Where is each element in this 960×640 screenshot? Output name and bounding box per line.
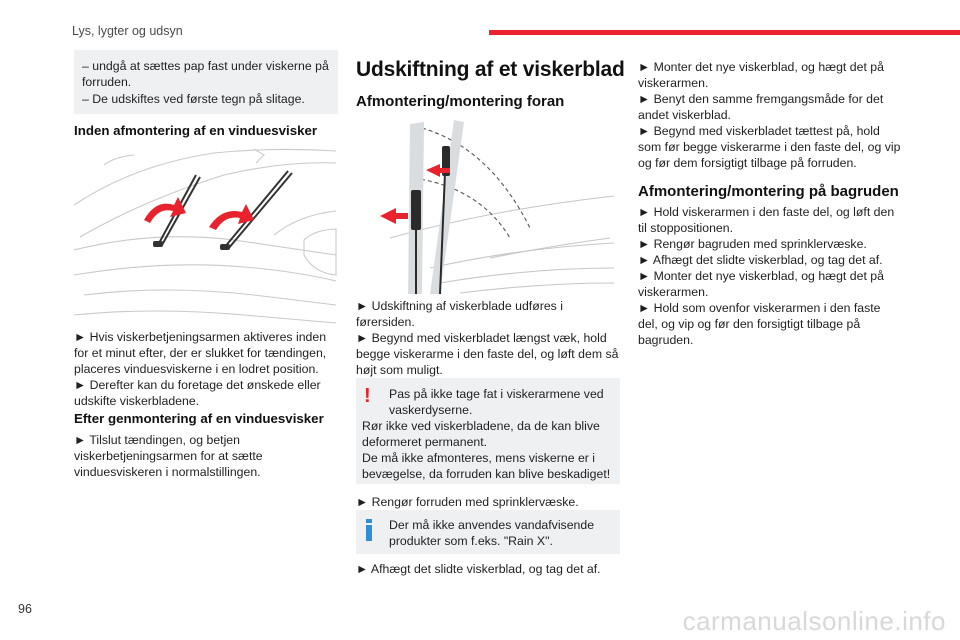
chapter-heading: Udskiftning af et viskerblad	[356, 58, 625, 81]
info-line: produkter som f.eks. "Rain X".	[389, 534, 553, 548]
paragraph-line: ► Tilslut tændingen, og betjen	[74, 433, 240, 447]
paragraph-line: placeres vinduesviskerne i en lodret position.	[74, 362, 319, 376]
paragraph-line: ► Derefter kan du foretage det ønskede eller	[74, 378, 321, 392]
paragraph-line: ► Hvis viskerbetjeningsarmen aktiveres inden	[74, 330, 327, 344]
paragraph-line: andet viskerblad.	[638, 108, 731, 122]
paragraph-line: ► Monter det nye viskerblad, og hægt det på	[638, 269, 884, 283]
paragraph-line: og før dem forsigtigt tilbage på forruden.	[638, 156, 857, 170]
paragraph-line: ► Hold viskerarmen i den faste del, og løft den	[638, 205, 895, 219]
tip-line: forruden.	[82, 75, 132, 89]
paragraph-line: førersiden.	[356, 315, 415, 329]
info-line: Der må ikke anvendes vandafvisende	[389, 518, 595, 532]
subsection-heading: Afmontering/montering foran	[356, 93, 565, 110]
paragraph-line: ► Benyt den samme fremgangsmåde for det	[638, 92, 884, 106]
warning-line: deformeret permanent.	[362, 435, 488, 449]
paragraph-line: ► Monter det nye viskerblad, og hægt det på	[638, 60, 884, 74]
watermark: carmanualsonline.info	[682, 606, 946, 636]
paragraph-line: ► Rengør forruden med sprinklervæske.	[356, 495, 579, 509]
warning-exclamation-icon: !	[364, 385, 371, 407]
info-icon	[365, 519, 373, 541]
section-heading: Efter genmontering af en vinduesvisker	[74, 411, 324, 426]
warning-line: Rør ikke ved viskerbladene, da de kan blive	[362, 419, 600, 433]
paragraph-line: bagruden.	[638, 333, 694, 347]
tip-line: – De udskiftes ved første tegn på slitage.	[82, 92, 305, 106]
paragraph-line: del, og vip og før den forsigtigt tilbage på	[638, 317, 861, 331]
subsection-heading: Afmontering/montering på bagruden	[638, 183, 899, 200]
wiper-blade-illustration	[370, 118, 616, 294]
paragraph-line: viskerarmen.	[638, 285, 709, 299]
windscreen-wipers-illustration	[74, 145, 338, 325]
warning-line: Pas på ikke tage fat i viskerarmene ved	[389, 387, 604, 401]
paragraph-line: viskerbetjeningsarmen for at sætte	[74, 449, 263, 463]
section-heading: Inden afmontering af en vinduesvisker	[74, 123, 318, 138]
paragraph-line: højt som muligt.	[356, 363, 443, 377]
paragraph-line: udskifte viskerbladene.	[74, 394, 200, 408]
paragraph-line: som før begge viskerarme i den faste del, og vip	[638, 140, 901, 154]
paragraph-line: for et minut efter, der er slukket for tændingen,	[74, 346, 327, 360]
header-accent-bar	[489, 30, 960, 35]
paragraph-line: viskerarmen.	[638, 76, 709, 90]
paragraph-line: begge viskerarme i den faste del, og løft dem så	[356, 347, 619, 361]
warning-line: vaskerdyserne.	[389, 403, 473, 417]
tip-line: – undgå at sættes pap fast under viskerne på	[82, 59, 329, 73]
paragraph-line: vinduesviskeren i normalstillingen.	[74, 465, 261, 479]
warning-line: De må ikke afmonteres, mens viskerne er i	[362, 451, 596, 465]
paragraph-line: ► Begynd med viskerbladet tættest på, hold	[638, 124, 880, 138]
warning-line: bevægelse, da forruden kan blive beskadiget!	[362, 467, 611, 481]
paragraph-line: til stoppositionen.	[638, 221, 734, 235]
paragraph-line: ► Rengør bagruden med sprinklervæske.	[638, 237, 867, 251]
paragraph-line: ► Begynd med viskerbladet længst væk, hold	[356, 331, 607, 345]
paragraph-line: ► Afhægt det slidte viskerblad, og tag det af.	[356, 562, 601, 576]
page-number: 96	[18, 602, 32, 616]
paragraph-line: ► Afhægt det slidte viskerblad, og tag det af.	[638, 253, 883, 267]
paragraph-line: ► Udskiftning af viskerblade udføres i	[356, 299, 563, 313]
paragraph-line: ► Hold som ovenfor viskerarmen i den faste	[638, 301, 881, 315]
running-header: Lys, lygter og udsyn	[72, 24, 183, 38]
